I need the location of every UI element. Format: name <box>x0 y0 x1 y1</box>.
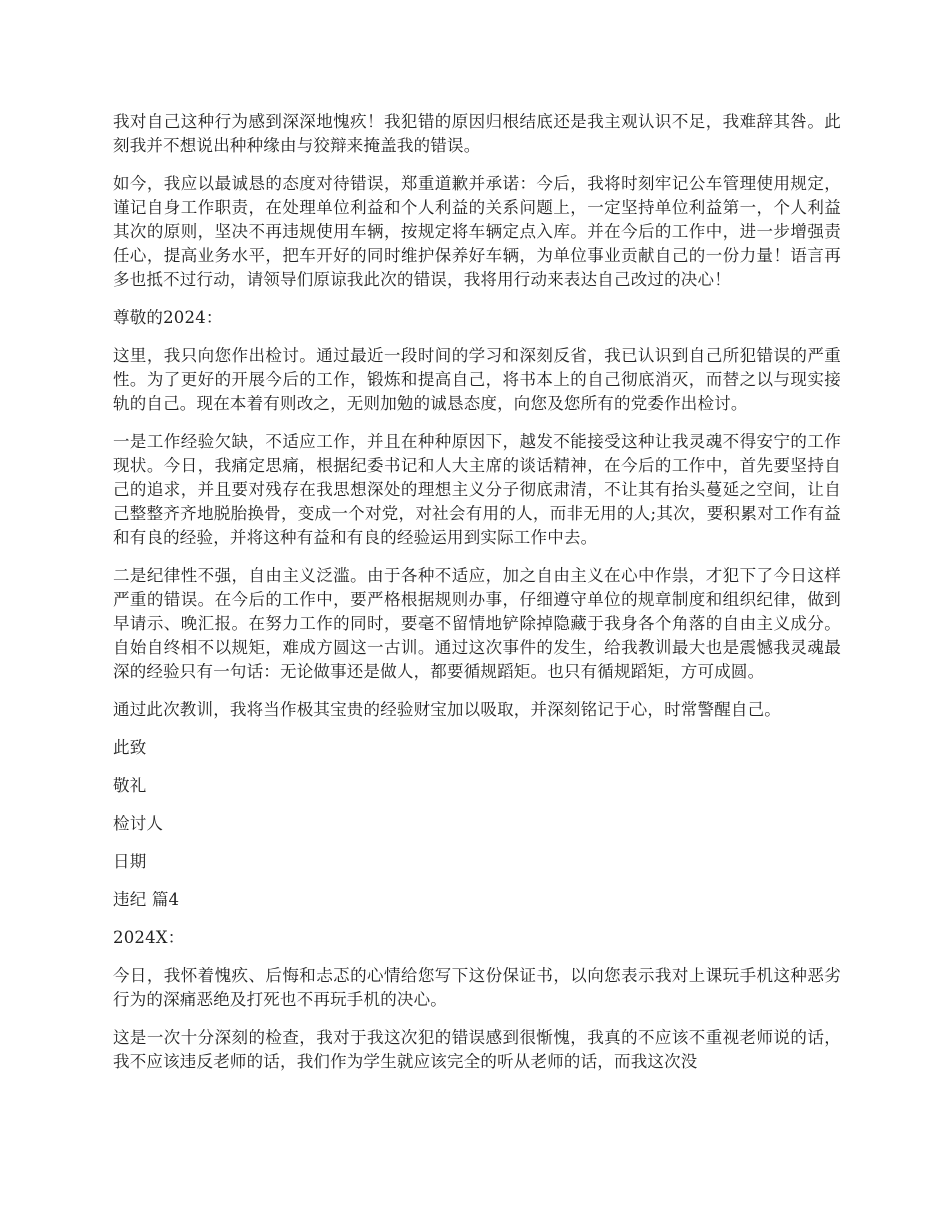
closing-1: 此致 <box>113 738 147 757</box>
salutation: 尊敬的2024： <box>113 308 223 327</box>
paragraph-6: 通过此次教训，我将当作极其宝贵的经验财宝加以吸取，并深刻铭记于心，时常警醒自己。 <box>113 700 781 719</box>
paragraph-1: 我对自己这种行为感到深深地愧疚！我犯错的原因归根结底还是我主观认识不足，我难辞其咎。此刻我并不想说出种种缘由与狡辩来掩盖我的错误。 <box>113 112 841 155</box>
paragraph-5: 二是纪律性不强，自由主义泛滥。由于各种不适应，加之自由主义在心中作祟，才犯下了今日这样严重的错误。在今后的工作中，要严格根据规则办事，仔细遵守单位的规章制度和组织纪律，做到早请示、晚汇报。在努力工作的同时，要毫不留情地铲除掉隐藏于我身各个角落的自由主义成分。自始自终相不以规矩，难成方圆这一古训。通过这次事件的发生，给我教训最大也是震憾我灵魂最深的经验只有一句话：无论做事还是做人，都要循规蹈矩。也只有循规蹈矩，方可成圆。 <box>113 566 841 681</box>
paragraph-4: 一是工作经验欠缺，不适应工作，并且在种种原因下，越发不能接受这种让我灵魂不得安宁的工作现状。今日，我痛定思痛，根据纪委书记和人大主席的谈话精神，在今后的工作中，首先要坚持自己的追求，并且要对残存在我思想深处的理想主义分子彻底肃清，不让其有抬头蔓延之空间，让自己整整齐齐地脱胎换骨，变成一个对党，对社会有用的人，而非无用的人;其次，要积累对工作有益和有良的经验，并将这种有益和有良的经验运用到实际工作中去。 <box>113 432 841 547</box>
paragraph-2: 如今，我应以最诚恳的态度对待错误，郑重道歉并承诺：今后，我将时刻牢记公车管理使用规定，谨记自身工作职责，在处理单位利益和个人利益的关系问题上，一定坚持单位利益第一，个人利益其次的原则，坚决不再违规使用车辆，按规定将车辆定点入库。并在今后的工作中，进一步增强责任心，提高业务水平，把车开好的同时维护保养好车辆，为单位事业贡献自己的一份力量！语言再多也抵不过行动，请领导们原谅我此次的错误，我将用行动来表达自己改过的决心！ <box>113 174 841 289</box>
paragraph-8: 这是一次十分深刻的检查，我对于我这次犯的错误感到很惭愧，我真的不应该不重视老师说的话，我不应该违反老师的话，我们作为学生就应该完全的听从老师的话，而我这次没 <box>113 1028 841 1071</box>
section-heading: 违纪 篇4 <box>113 890 180 909</box>
closing-2: 敬礼 <box>113 776 147 795</box>
paragraph-3: 这里，我只向您作出检讨。通过最近一段时间的学习和深刻反省，我已认识到自己所犯错误的严重性。为了更好的开展今后的工作，锻炼和提高自己，将书本上的自己彻底消灭，而替之以与现实接轨的自己。现在本着有则改之，无则加勉的诚恳态度，向您及您所有的党委作出检讨。 <box>113 346 841 413</box>
date-label: 日期 <box>113 852 147 871</box>
paragraph-7: 今日，我怀着愧疚、后悔和忐忑的心情给您写下这份保证书，以向您表示我对上课玩手机这种恶劣行为的深痛恶绝及打死也不再玩手机的决心。 <box>113 966 841 1009</box>
signature-label: 检讨人 <box>113 814 164 833</box>
recipient-line: 2024X： <box>113 928 185 947</box>
document-body <box>113 110 841 1088</box>
